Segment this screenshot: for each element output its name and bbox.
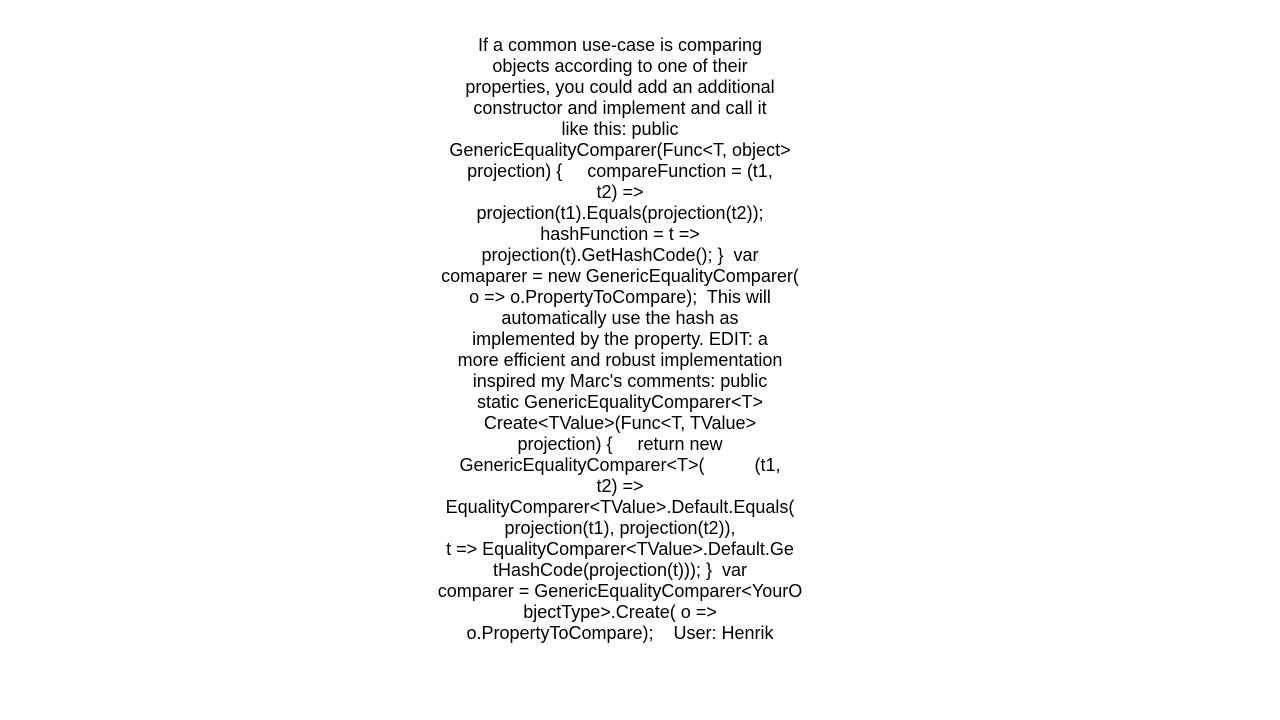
text-line: bjectType>.Create( o => xyxy=(523,602,717,622)
text-line: properties, you could add an additional xyxy=(465,77,775,97)
text-line: t2) => xyxy=(596,182,644,202)
text-line: projection) { return new xyxy=(517,434,723,454)
text-line: GenericEqualityComparer<T>( (t1, xyxy=(459,455,781,475)
answer-text-block xyxy=(420,35,820,644)
text-line: t => EqualityComparer<TValue>.Default.Ge xyxy=(446,539,794,559)
text-line: comaparer = new GenericEqualityComparer( xyxy=(441,266,799,286)
text-line: o => o.PropertyToCompare); This will xyxy=(469,287,771,307)
text-line: GenericEqualityComparer(Func<T, object> xyxy=(449,140,791,160)
text-line: projection(t1).Equals(projection(t2)); xyxy=(476,203,764,223)
text-line: static GenericEqualityComparer<T> xyxy=(476,392,764,412)
text-line: hashFunction = t => xyxy=(540,224,700,244)
text-line: If a common use-case is comparing xyxy=(477,35,763,55)
text-line: like this: public xyxy=(561,119,679,139)
text-line: more efficient and robust implementation xyxy=(457,350,783,370)
text-line: tHashCode(projection(t))); } var xyxy=(492,560,748,580)
text-line: projection(t).GetHashCode(); } var xyxy=(481,245,759,265)
text-line: EqualityComparer<TValue>.Default.Equals( xyxy=(445,497,795,517)
text-line: objects according to one of their xyxy=(492,56,748,76)
text-line: comparer = GenericEqualityComparer<YourO xyxy=(437,581,803,601)
text-line: automatically use the hash as xyxy=(501,308,739,328)
text-line: o.PropertyToCompare); User: Henrik xyxy=(466,623,774,643)
text-line: t2) => xyxy=(596,476,644,496)
text-line: Create<TValue>(Func<T, TValue> xyxy=(483,413,757,433)
text-line: implemented by the property. EDIT: a xyxy=(472,329,768,349)
text-line: projection) { compareFunction = (t1, xyxy=(467,161,773,181)
text-line: projection(t1), projection(t2)), xyxy=(504,518,736,538)
text-line: constructor and implement and call it xyxy=(473,98,767,118)
text-line: inspired my Marc's comments: public xyxy=(472,371,768,391)
